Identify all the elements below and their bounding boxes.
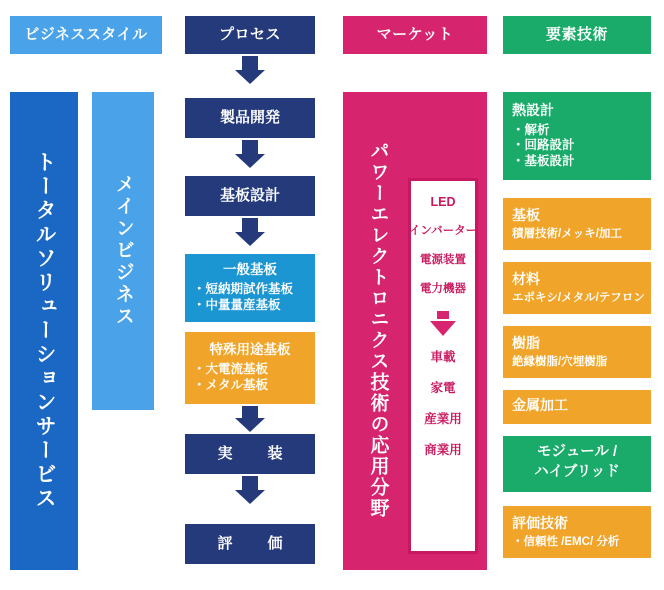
header-process-label: プロセス: [218, 25, 281, 43]
market-item-industrial: 産業用: [424, 412, 462, 426]
header-process: [185, 16, 315, 54]
tech-block-item: 積層技術/メッキ/加工: [512, 228, 622, 241]
header-business-style-label: ビジネススタイル: [24, 25, 148, 43]
market-item-inverter: インバーター: [408, 225, 478, 237]
arrow-down-icon: [235, 56, 265, 84]
market-item-led: LED: [430, 195, 456, 209]
process-special-pcb-title: 特殊用途基板: [209, 342, 291, 358]
process-step-evaluation: [185, 524, 315, 564]
tech-block-title: 基板: [512, 206, 540, 223]
market-vertical-label: パワーエレクトロニクス技術の応用分野: [367, 141, 389, 519]
business-total-solution-label: トータルソリューションサービス: [33, 151, 57, 511]
process-general-pcb-box: [185, 254, 315, 322]
process-step-mounting: [185, 434, 315, 474]
process-step-label: 製品開発: [219, 108, 280, 126]
tech-block-title: モジュール / ハイブリッド: [534, 443, 620, 480]
header-technology-label: 要素技術: [545, 25, 608, 43]
header-business-style: [10, 16, 162, 54]
market-item-home-appliance: 家電: [430, 381, 456, 395]
tech-block-resin: [503, 326, 651, 378]
tech-block-title: 評価技術: [512, 514, 568, 531]
market-item-power-supply: 電源装置: [420, 254, 466, 266]
tech-block-substrate: [503, 198, 651, 250]
process-general-pcb-item: ・中量量産基板: [193, 297, 281, 312]
arrow-down-icon: [235, 140, 265, 168]
tech-block-item: エポキシ/メタル/テフロン: [512, 292, 645, 305]
tech-block-item: ・回路設計: [512, 138, 575, 153]
tech-block-item: ・解析: [512, 122, 550, 137]
arrow-down-icon: [235, 406, 265, 432]
business-main-box: [92, 92, 154, 410]
tech-block-metal-processing: [503, 390, 651, 424]
process-special-pcb-item: ・メタル基板: [193, 377, 269, 392]
tech-block-title: 熱設計: [512, 102, 554, 119]
process-step-label: 評 価: [217, 534, 293, 552]
tech-block-title: 材料: [512, 270, 540, 287]
market-item-commercial: 商業用: [424, 443, 462, 457]
market-vertical-label-wrap: [352, 110, 404, 550]
market-application-list: [408, 178, 478, 554]
market-item-power-equipment: 電力機器: [420, 283, 466, 295]
business-total-solution-box: [10, 92, 78, 570]
tech-block-title: 樹脂: [512, 334, 540, 351]
header-market-label: マーケット: [376, 25, 454, 43]
tech-block-title: 金属加工: [512, 396, 568, 413]
tech-block-module-hybrid: [503, 436, 651, 492]
process-step-product-development: [185, 98, 315, 138]
tech-block-validation: [503, 506, 651, 558]
tech-block-item: ・信頼性 /EMC/ 分析: [512, 536, 620, 549]
tech-block-item: ・基板設計: [512, 154, 575, 169]
market-item-automotive: 車載: [430, 350, 456, 364]
arrow-down-icon: [437, 311, 449, 319]
header-market: [343, 16, 487, 54]
process-general-pcb-title: 一般基板: [223, 262, 277, 278]
process-special-pcb-box: [185, 332, 315, 404]
tech-block-thermal-design: [503, 92, 651, 180]
arrow-down-icon: [235, 218, 265, 246]
header-technology: [503, 16, 651, 54]
business-main-label: メインビジネス: [112, 174, 134, 328]
arrow-down-icon: [430, 321, 456, 336]
process-step-label: 基板設計: [219, 186, 280, 204]
process-step-pcb-design: [185, 176, 315, 216]
process-special-pcb-item: ・大電流基板: [193, 362, 269, 377]
tech-block-material: [503, 262, 651, 314]
process-step-label: 実 装: [217, 444, 293, 462]
tech-block-item: 絶縁樹脂/穴埋樹脂: [512, 356, 608, 369]
process-general-pcb-item: ・短納期試作基板: [193, 282, 294, 297]
arrow-down-icon: [235, 476, 265, 504]
